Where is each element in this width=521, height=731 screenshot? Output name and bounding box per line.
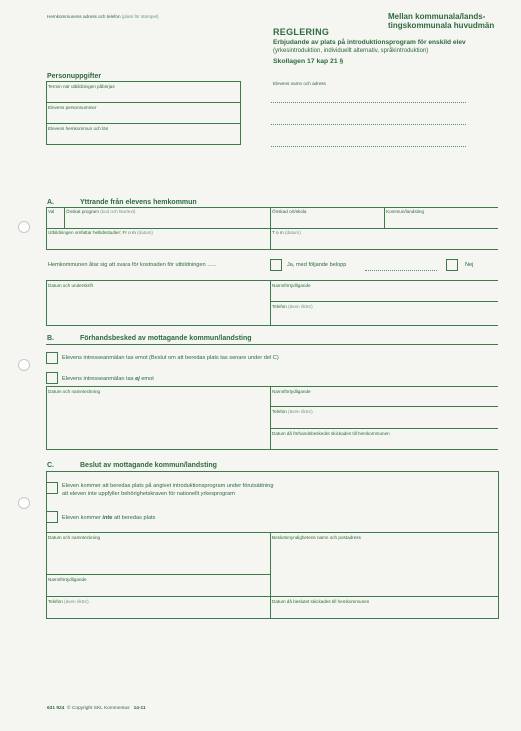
duration-to-field[interactable]: T o m (datum) <box>272 230 301 235</box>
section-c-heading: Beslut av mottagande kommun/landsting <box>80 462 217 469</box>
school-field[interactable]: Önskad ort/skola <box>272 209 307 214</box>
sender-label: Hemkommunens adress och telefon (plats för stämpel) <box>47 14 159 19</box>
c-clarification-field[interactable]: Namnförtydligande <box>48 577 87 582</box>
b-clarification-field[interactable]: Namnförtydligande <box>272 389 311 394</box>
section-b-heading: Förhandsbesked av mottagande kommun/landsting <box>80 335 252 342</box>
form-subtitle: Erbjudande av plats på introduktionsprogram för enskild elev <box>273 39 466 46</box>
category-label: Mellan kommunala/lands- tingskommunala huvudmän <box>388 12 495 30</box>
c-accepted-label: Eleven kommer att beredas plats på angivet introduktionsprogram under förutsättning att eleven inte uppfyller behörighetskraven för nationellt yrkesprogram <box>62 483 274 497</box>
section-b-letter: B. <box>47 335 54 342</box>
b-accepted-checkbox[interactable] <box>46 352 58 364</box>
b-not-accepted-checkbox[interactable] <box>46 372 58 384</box>
b-accepted-label: Elevens intresseanmälan tas emot (Beslut om att beredas plats tas senare under del C) <box>62 355 279 361</box>
yes-amount-label: Ja, med följande belopp <box>287 262 347 268</box>
name-address-line-2[interactable] <box>271 124 466 125</box>
law-reference: Skollagen 17 kap 21 § <box>273 58 344 65</box>
punch-hole-bottom <box>18 497 30 509</box>
yes-amount-checkbox[interactable] <box>270 259 282 271</box>
c-sent-date-field[interactable]: Datum då beslutet skickades till hemkommunen <box>272 599 370 604</box>
name-address-label: Elevens namn och adress <box>273 81 326 86</box>
c-rejected-label: Eleven kommer inte att beredas plats <box>62 515 156 521</box>
duration-from-field[interactable]: Utbildningen omfattar heltidsstudier: Fr o m (datum) <box>48 230 153 235</box>
a-clarification-field[interactable]: Namnförtydligande <box>272 283 311 288</box>
cost-statement: Hemkommunen åtar sig att svara för kostnaden för utbildningen ...... <box>48 262 217 268</box>
form-footer: 631 924 © Copyright SKL Kommentus 14-11 <box>47 706 146 711</box>
a-date-signature-field[interactable]: Datum och underskrift <box>48 283 93 288</box>
c-phone-field[interactable]: Telefon (även riktnr) <box>48 599 89 604</box>
b-sent-date-field[interactable]: Datum då förhandsbeskedet skickades till hemkommunen <box>272 431 390 436</box>
personal-box <box>46 81 241 145</box>
name-address-line-3[interactable] <box>271 146 466 147</box>
c-authority-field[interactable]: Beslutsmyndighetens namn och postadress <box>272 535 361 540</box>
a-phone-field[interactable]: Telefon (även riktnr) <box>272 304 313 309</box>
personnummer-field[interactable]: Elevens personnummer <box>48 105 97 110</box>
b-phone-field[interactable]: Telefon (även riktnr) <box>272 409 313 414</box>
no-checkbox[interactable] <box>446 259 458 271</box>
section-c-letter: C. <box>47 462 54 469</box>
program-field[interactable]: Önskat program (kod och klartext) <box>66 209 136 214</box>
municipality-field[interactable]: Kommun/landsting <box>386 209 425 214</box>
personal-heading: Personuppgifter <box>47 73 102 80</box>
punch-hole-middle <box>18 359 30 371</box>
c-rejected-checkbox[interactable] <box>46 511 58 523</box>
hemkommun-field[interactable]: Elevens hemkommun och län <box>48 126 109 131</box>
no-label: Nej <box>465 262 474 268</box>
b-not-accepted-label: Elevens intresseanmälan tas ej emot <box>62 376 154 382</box>
b-date-name-field[interactable]: Datum och namnteckning <box>48 389 101 394</box>
name-address-line-1[interactable] <box>271 102 466 103</box>
section-a-heading: Yttrande från elevens hemkommun <box>80 199 197 206</box>
term-field[interactable]: Termin när utbildningen påbörjas <box>48 84 115 89</box>
form-subtitle-paren: (yrkesintroduktion, individuellt alternativ, språkintroduktion) <box>273 48 429 54</box>
c-date-name-field[interactable]: Datum och namnteckning <box>48 535 101 540</box>
punch-hole-top <box>18 221 30 233</box>
section-a-letter: A. <box>47 199 54 206</box>
c-accepted-checkbox[interactable] <box>46 482 58 494</box>
val-field[interactable]: Val <box>48 209 55 214</box>
form-title: REGLERING <box>273 27 330 37</box>
amount-line[interactable] <box>365 270 437 271</box>
